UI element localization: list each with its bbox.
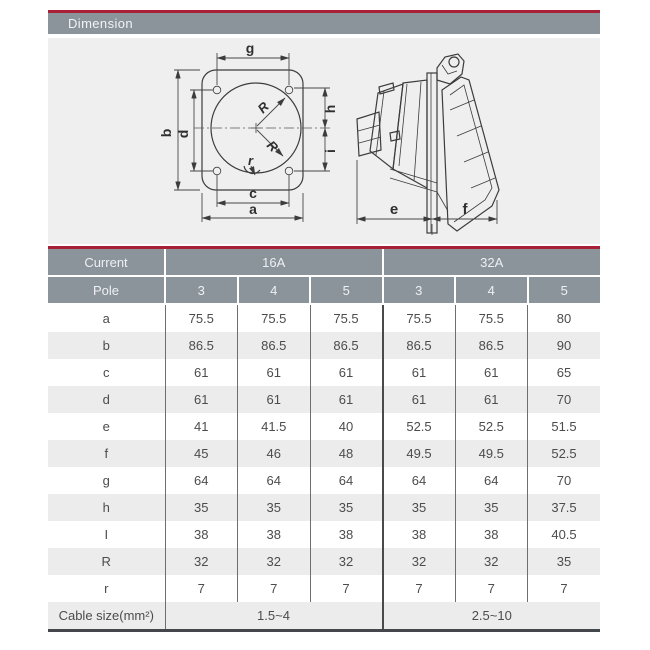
table-cell: 7 [238,575,311,602]
table-cell: 86.5 [310,332,383,359]
table-cell: 38 [238,521,311,548]
table-cell: 86.5 [383,332,456,359]
mounting-hole [285,86,293,94]
table-cell: 61 [165,359,238,386]
table-cell: 40 [310,413,383,440]
dim-label-i: i [322,149,338,153]
row-label: r [48,575,165,602]
pole-col-header: 4 [455,276,528,304]
table-cell: 52.5 [383,413,456,440]
dim-label-e: e [389,201,399,218]
mounting-hole [213,86,221,94]
group-16a-header: 16A [165,249,383,276]
table-cell: 64 [383,467,456,494]
table-cell: 86.5 [455,332,528,359]
table-cell: 35 [165,494,238,521]
group-32a-header: 32A [383,249,601,276]
table-cell: 75.5 [383,304,456,332]
dim-label-c: c [249,185,257,201]
table-cell: 52.5 [455,413,528,440]
table-cell: 38 [310,521,383,548]
table-cell: 7 [165,575,238,602]
table-cell: 32 [310,548,383,575]
table-cell: 32 [383,548,456,575]
dim-label-h: h [322,104,338,114]
table-cell: 35 [383,494,456,521]
cable-size-row [48,602,600,631]
cable-size-32a: 2.5~10 [383,602,601,631]
table-cell: 7 [383,575,456,602]
table-row [48,548,600,575]
row-label: c [48,359,165,386]
table-row [48,304,600,332]
section-title-bar [48,13,600,34]
row-label: Cable size(mm²) [48,602,165,631]
mounting-hole [285,167,293,175]
table-cell: 86.5 [238,332,311,359]
side-flange [427,73,437,233]
table-cell: 32 [165,548,238,575]
dim-label-d: d [175,129,191,139]
table-cell: 35 [238,494,311,521]
table-cell: 49.5 [383,440,456,467]
table-cell: 7 [528,575,601,602]
pole-col-header: 3 [383,276,456,304]
pole-col-header: 5 [528,276,601,304]
table-row [48,413,600,440]
table-header-pole-row [48,276,600,304]
current-header: Current [48,249,165,276]
table-cell: 32 [238,548,311,575]
pole-col-header: 3 [165,276,238,304]
table-cell: 7 [455,575,528,602]
table-row [48,494,600,521]
table-cell: 70 [528,467,601,494]
pole-col-header: 4 [238,276,311,304]
table-cell: 35 [310,494,383,521]
table-row [48,332,600,359]
spring-lid-outline [442,77,499,231]
dim-label-R1: R [254,98,272,117]
table-cell: 90 [528,332,601,359]
pole-col-header: 5 [310,276,383,304]
table-row [48,575,600,602]
row-label: h [48,494,165,521]
table-cell: 61 [383,359,456,386]
table-cell: 41.5 [238,413,311,440]
table-cell: 38 [165,521,238,548]
lid-inner-edge [450,85,492,222]
table-cell: 38 [383,521,456,548]
table-cell: 46 [238,440,311,467]
table-row [48,521,600,548]
side-view-drawing [357,54,499,235]
row-label: d [48,386,165,413]
table-cell: 75.5 [310,304,383,332]
table-cell: 48 [310,440,383,467]
table-row [48,467,600,494]
row-label: R [48,548,165,575]
bottom-skirt-lines [390,169,448,211]
section-title: Dimension [68,16,134,31]
dim-label-f: f [462,201,468,218]
table-cell: 65 [528,359,601,386]
row-label: a [48,304,165,332]
table-cell: 64 [310,467,383,494]
table-cell: 64 [238,467,311,494]
table-cell: 51.5 [528,413,601,440]
flange-plate-outline [202,70,303,190]
table-cell: 38 [455,521,528,548]
row-label: f [48,440,165,467]
table-cell: 61 [310,386,383,413]
table-cell: 75.5 [165,304,238,332]
dimension-section [48,10,600,632]
table-cell: 45 [165,440,238,467]
table-cell: 61 [310,359,383,386]
table-cell: 41 [165,413,238,440]
table-cell: 35 [528,548,601,575]
body-panel-lines [399,82,421,181]
table-cell: 40.5 [528,521,601,548]
dim-label-r: r [248,153,254,168]
table-cell: 49.5 [455,440,528,467]
table-cell: 7 [310,575,383,602]
table-cell: 75.5 [455,304,528,332]
table-cell: 61 [238,386,311,413]
table-cell: 61 [238,359,311,386]
table-row [48,440,600,467]
table-cell: 80 [528,304,601,332]
side-clip [390,131,400,141]
table-cell: 61 [455,386,528,413]
row-label: g [48,467,165,494]
mounting-hole [213,167,221,175]
table-cell: 61 [165,386,238,413]
table-cell: 75.5 [238,304,311,332]
table-header-current-row [48,249,600,276]
dimension-drawings [48,38,600,244]
table-cell: 52.5 [528,440,601,467]
table-cell: 37.5 [528,494,601,521]
table-cell: 70 [528,386,601,413]
cable-size-16a: 1.5~4 [165,602,383,631]
front-view-drawing [158,40,338,222]
table-cell: 32 [455,548,528,575]
hinge-pin [449,57,459,67]
table-cell: 35 [455,494,528,521]
pole-header: Pole [48,276,165,304]
table-row [48,386,600,413]
table-cell: 64 [455,467,528,494]
table-cell: 61 [383,386,456,413]
table-cell: 64 [165,467,238,494]
table-cell: 86.5 [165,332,238,359]
dim-label-g: g [245,40,255,56]
dim-label-b: b [158,128,174,138]
table-cell: 61 [455,359,528,386]
dim-label-a: a [249,201,257,217]
row-label: e [48,413,165,440]
row-label: I [48,521,165,548]
table-row [48,359,600,386]
technical-drawing-panel [48,38,600,244]
dim-label-R2: R [263,137,282,155]
cable-end [357,112,381,156]
row-label: b [48,332,165,359]
dimension-table [48,249,600,632]
